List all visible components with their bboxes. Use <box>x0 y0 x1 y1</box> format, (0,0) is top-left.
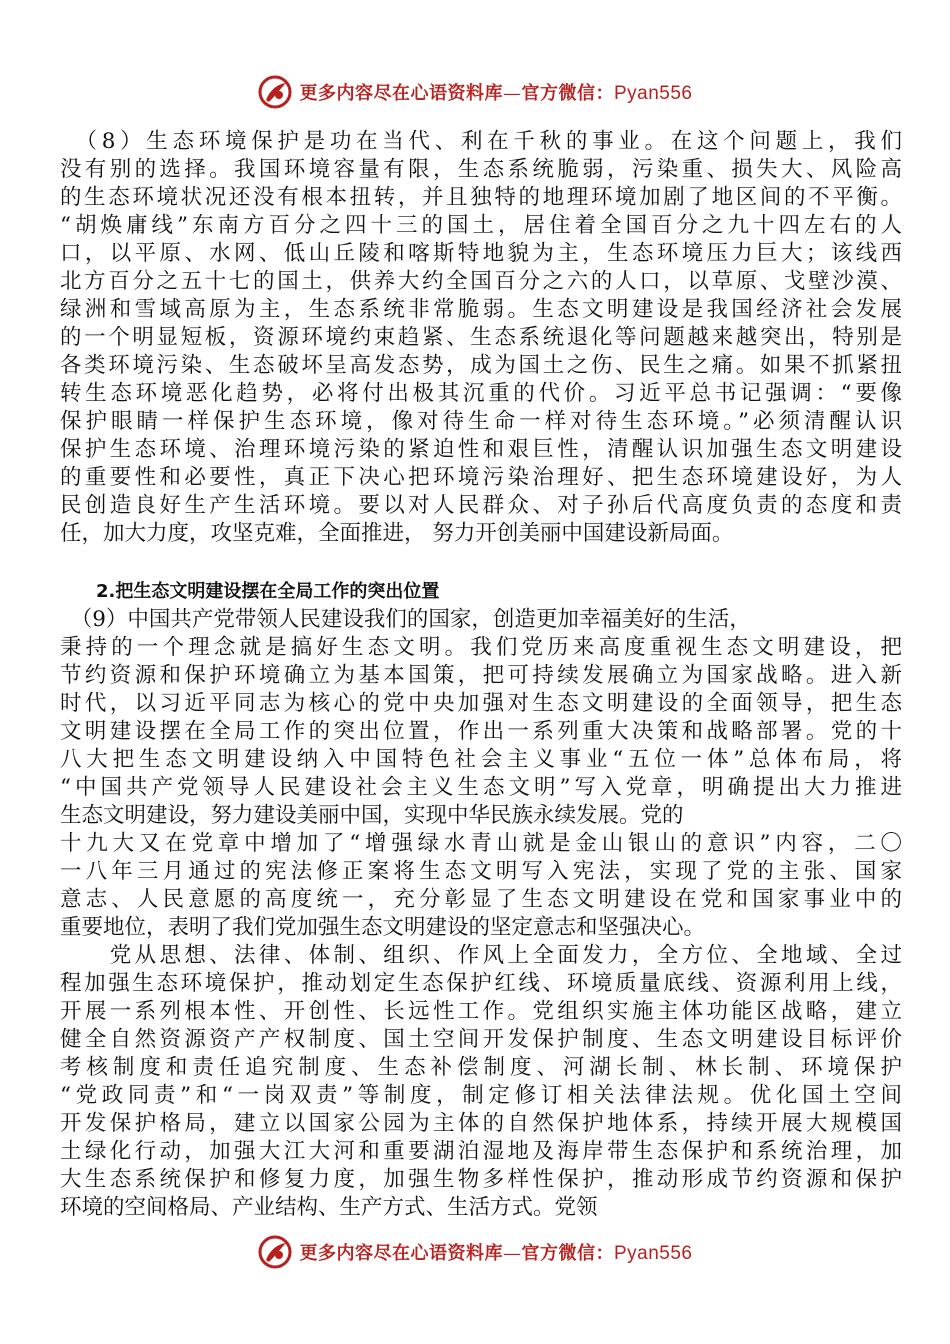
text-line: 意志、人民意愿的高度统一，充分彰显了生态文明建设在党和国家事业中的 <box>60 887 902 912</box>
text-line: 转生态环境恶化趋势，必将付出极其沉重的代价。习近平总书记强调：“要像 <box>60 381 902 406</box>
banner-text: 更多内容尽在心语资料库—官方微信：Pyan556 <box>299 1243 693 1264</box>
text-line: 秉持的一个理念就是搞好生态文明。我们党历来高度重视生态文明建设，把 <box>60 635 902 660</box>
text-line: 环境的空间格局、产业结构、生产方式、生活方式。党领 <box>60 1195 598 1220</box>
text-line: 八大把生态文明建设纳入中国特色社会主义事业“五位一体”总体布局，将 <box>60 747 902 772</box>
header-banner <box>0 72 950 112</box>
text-line: 大生态系统保护和修复力度，加强生物多样性保护，推动形成节约资源和保护 <box>60 1167 902 1192</box>
brand-logo-icon <box>257 74 293 110</box>
text-line: 生态文明建设，努力建设美丽中国，实现中华民族永续发展。党的 <box>60 803 684 828</box>
text-line: 重要地位，表明了我们党加强生态文明建设的坚定意志和坚强决心。 <box>60 915 706 940</box>
text-line: 十九大又在党章中增加了“增强绿水青山就是金山银山的意识”内容，二〇 <box>60 831 902 856</box>
text-line: 保护生态环境、治理环境污染的紧迫性和艰巨性，清醒认识加强生态文明建设 <box>60 437 902 462</box>
text-line: 的重要性和必要性，真正下决心把环境污染治理好、把生态环境建设好，为人 <box>60 465 902 490</box>
text-line: 绿洲和雪域高原为主，生态系统非常脆弱。生态文明建设是我国经济社会发展 <box>60 297 902 322</box>
text-line: 开展一系列根本性、开创性、长远性工作。党组织实施主体功能区战略，建立 <box>60 999 902 1024</box>
text-line: 时代，以习近平同志为核心的党中央加强对生态文明建设的全面领导，把生态 <box>60 691 902 716</box>
text-line: 节约资源和保护环境确立为基本国策，把可持续发展确立为国家战略。进入新 <box>60 663 902 688</box>
text-line: 党从思想、法律、体制、组织、作风上全面发力，全方位、全地域、全过 <box>60 943 902 968</box>
text-line: 口，以平原、水网、低山丘陵和喀斯特地貌为主，生态环境压力巨大；该线西 <box>60 241 902 266</box>
text-line: 开发保护格局，建立以国家公园为主体的自然保护地体系，持续开展大规模国 <box>60 1111 902 1136</box>
text-line: 北方百分之五十七的国土，供养大约全国百分之六的人口，以草原、戈壁沙漠、 <box>60 269 902 294</box>
text-line: “胡焕庸线”东南方百分之四十三的国土，居住着全国百分之九十四左右的人 <box>60 213 902 238</box>
text-line: 没有别的选择。我国环境容量有限，生态系统脆弱，污染重、损失大、风险高 <box>60 157 902 182</box>
text-line: 健全自然资源资产产权制度、国土空间开发保护制度、生态文明建设目标评价 <box>60 1027 902 1052</box>
text-line: 保护眼睛一样保护生态环境，像对待生命一样对待生态环境。”必须清醒认识 <box>60 409 902 434</box>
text-line: 民创造良好生产生活环境。要以对人民群众、对子孙后代高度负责的态度和责 <box>60 493 902 518</box>
paragraph-9 <box>60 606 902 1222</box>
text-line: “党政同责”和“一岗双责”等制度，制定修订相关法律法规。优化国土空间 <box>60 1083 902 1108</box>
text-line: 的生态环境状况还没有根本扭转，并且独特的地理环境加剧了地区间的不平衡。 <box>60 185 902 210</box>
paragraph-8 <box>60 128 902 548</box>
text-line: 程加强生态环境保护，推动划定生态保护红线、环境质量底线、资源利用上线， <box>60 971 902 996</box>
text-line: （8）生态环境保护是功在当代、利在千秋的事业。在这个问题上，我们 <box>60 129 902 154</box>
document-body <box>60 128 902 1222</box>
text-line: “中国共产党领导人民建设社会主义生态文明”写入党章，明确提出大力推进 <box>60 775 902 800</box>
text-line: 任，加大力度，攻坚克难，全面推进， 努力开创美丽中国建设新局面。 <box>60 521 734 546</box>
banner-text: 更多内容尽在心语资料库—官方微信：Pyan556 <box>299 83 693 104</box>
brand-logo-icon <box>257 1234 293 1270</box>
text-line: 土绿化行动，加强大江大河和重要湖泊湿地及海岸带生态保护和系统治理，加 <box>60 1139 902 1164</box>
section-heading: 2.把生态文明建设摆在全局工作的突出位置 <box>96 581 440 602</box>
text-line: 文明建设摆在全局工作的突出位置，作出一系列重大决策和战略部署。党的十 <box>60 719 902 744</box>
text-line: 各类环境污染、生态破坏呈高发态势，成为国土之伤、民生之痛。如果不抓紧扭 <box>60 353 902 378</box>
text-line: （9）中国共产党带领人民建设我们的国家，创造更加幸福美好的生活， <box>60 607 751 632</box>
footer-banner <box>0 1232 950 1272</box>
text-line: 一八年三月通过的宪法修正案将生态文明写入宪法，实现了党的主张、国家 <box>60 859 902 884</box>
text-line: 的一个明显短板，资源环境约束趋紧、生态系统退化等问题越来越突出，特别是 <box>60 325 902 350</box>
text-line: 考核制度和责任追究制度、生态补偿制度、河湖长制、林长制、环境保护 <box>60 1055 902 1080</box>
